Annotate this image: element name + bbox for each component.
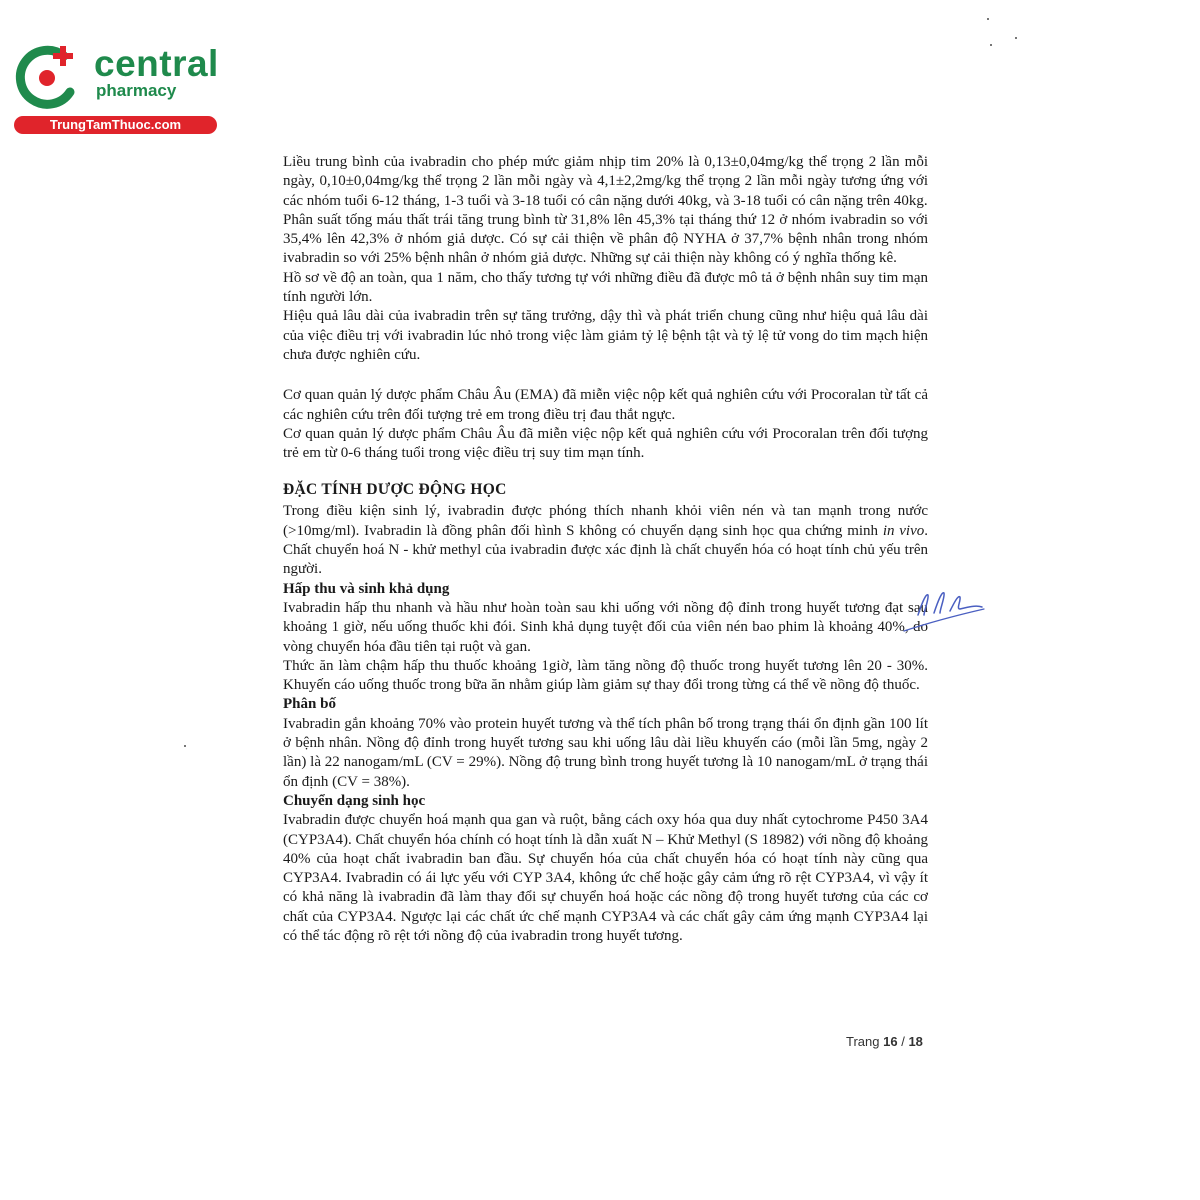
paragraph-safety: Hồ sơ về độ an toàn, qua 1 năm, cho thấy tương tự với những điều đã được mô tả ở bệnh nhân suy tim mạn tính người lớn.	[283, 269, 928, 306]
scan-speck	[987, 18, 989, 20]
paragraph-ema-heart-failure: Cơ quan quản lý dược phẩm Châu Âu đã miễn việc nộp kết quả nghiên cứu với Procoralan trên đối tượng trẻ em từ 0-6 tháng tuổi trong việc điều trị suy tim mạn tính.	[283, 425, 928, 462]
paragraph-dose: Liều trung bình của ivabradin cho phép mức giảm nhịp tim 20% là 0,13±0,04mg/kg thể trọng 2 lần mỗi ngày, 0,10±0,04mg/kg thể trọng 2 lần mỗi ngày và 4,1±2,2mg/kg thể trọng 2 lần mỗi ngày tương ứng với các nhóm tuổi 6-12 tháng, 1-3 tuổi và 3-18 tuổi có cân nặng dưới 40kg, và 3-18 tuổi có cân nặng trên 40kg.	[283, 154, 928, 209]
pharmacy-logo-icon	[12, 42, 82, 112]
logo-website: TrungTamThuoc.com	[14, 116, 217, 134]
subheading-distribution: Phân bố	[283, 696, 336, 713]
central-pharmacy-logo	[8, 38, 223, 138]
scan-speck	[990, 44, 992, 46]
paragraph-food-effect: Thức ăn làm chậm hấp thu thuốc khoảng 1giờ, làm tăng nồng độ thuốc trong huyết tương lên 20 - 30%. Khuyến cáo uống thuốc trong bữa ăn nhằm giúp làm giảm sự thay đổi trong từng cá thể về nồng độ thuốc.	[283, 657, 928, 694]
scan-speck	[184, 745, 186, 747]
section-heading-pharmacokinetics: ĐẶC TÍNH DƯỢC ĐỘNG HỌC	[283, 481, 507, 499]
subheading-metabolism: Chuyển dạng sinh học	[283, 792, 426, 809]
paragraph-ema-angina: Cơ quan quản lý dược phẩm Châu Âu (EMA) đã miễn việc nộp kết quả nghiên cứu với Procoralan từ tất cả các nghiên cứu trên đối tượng trẻ em trong điều trị đau thắt ngực.	[283, 387, 928, 423]
signature-mark	[898, 585, 988, 635]
paragraph-ejection-fraction: Phân suất tống máu thất trái tăng trung bình từ 31,8% lên 45,3% tại tháng thứ 12 ở nhóm ivabradin so với 35,4% lên 42,3% ở nhóm giả dược. Có sự cải thiện về phân độ NYHA ở 37,7% bệnh nhân trong nhóm ivabradin so với 25% bệnh nhân ở nhóm giả dược. Những sự cải thiện này không có ý nghĩa thống kê.	[283, 211, 928, 267]
paragraph-distribution: Ivabradin gắn khoảng 70% vào protein huyết tương và thể tích phân bố trong trạng thái ổn định gần 100 lít ở bệnh nhân. Nồng độ đỉnh trong huyết tương sau khi uống lâu dài liều khuyến cáo (mỗi lần 5mg, ngày 2 lần) là 22 nanogam/mL (CV = 29%). Nồng độ trung bình trong huyết tương là 10 nanogam/mL ở trạng thái ổn định (CV = 38%).	[283, 715, 928, 790]
logo-brand-name: central	[94, 43, 219, 84]
scan-speck	[1015, 37, 1017, 39]
paragraph-absorption: Ivabradin hấp thu nhanh và hầu như hoàn toàn sau khi uống với nồng độ đỉnh trong huyết tương đạt sau khoảng 1 giờ, nếu uống thuốc khi đói. Sinh khả dụng tuyệt đối của viên nén bao phim là khoảng 40%, do vòng chuyển hóa đầu tiên tại ruột và gan.	[283, 599, 928, 655]
page-number: Trang 16 / 18	[846, 1034, 923, 1049]
paragraph-long-term: Hiệu quả lâu dài của ivabradin trên sự tăng trưởng, dậy thì và phát triển chung cũng như hiệu quả lâu dài của việc điều trị với ivabradin lúc nhỏ trong việc làm giảm tỷ lệ bệnh tật và tỷ lệ tử vong do tim mạch hiện chưa được nghiên cứu.	[283, 308, 928, 363]
subheading-absorption: Hấp thu và sinh khả dụng	[283, 580, 450, 597]
logo-subtitle: pharmacy	[96, 81, 177, 100]
paragraph-metabolism: Ivabradin được chuyển hoá mạnh qua gan và ruột, bằng cách oxy hóa qua duy nhất cytochrome P450 3A4 (CYP3A4). Chất chuyển hóa chính có hoạt tính là dẫn xuất N – Khử Methyl (S 18982) với nồng độ khoảng 40% của hoạt chất ivabradin ban đầu. Sự chuyển hóa của chất chuyển hóa có hoạt tính này cũng qua CYP3A4. Ivabradin có ái lực yếu với CYP 3A4, không ức chế hoặc gây cảm ứng rõ rệt CYP3A4, vì vậy ít có khả năng là ivabradin đã làm thay đổi sự chuyển hoá hoặc các nồng độ trong huyết tương của các cơ chất của CYP3A4. Ngược lại các chất ức chế mạnh CYP3A4 và các chất gây cảm ứng mạnh CYP3A4 lại có thể tác động rõ rệt tới nồng độ của ivabradin trong huyết tương.	[283, 812, 928, 944]
document-body	[283, 153, 928, 946]
paragraph-pk-intro: Trong điều kiện sinh lý, ivabradin được phóng thích nhanh khỏi viên nén và tan mạnh trong nước (>10mg/ml). Ivabradin là đồng phân đối hình S không có chuyển dạng sinh học qua chứng minh in vivo. Chất chuyển hoá N - khử methyl của ivabradin được xác định là chất chuyển hóa có hoạt tính chủ yếu trên người.	[283, 503, 929, 578]
